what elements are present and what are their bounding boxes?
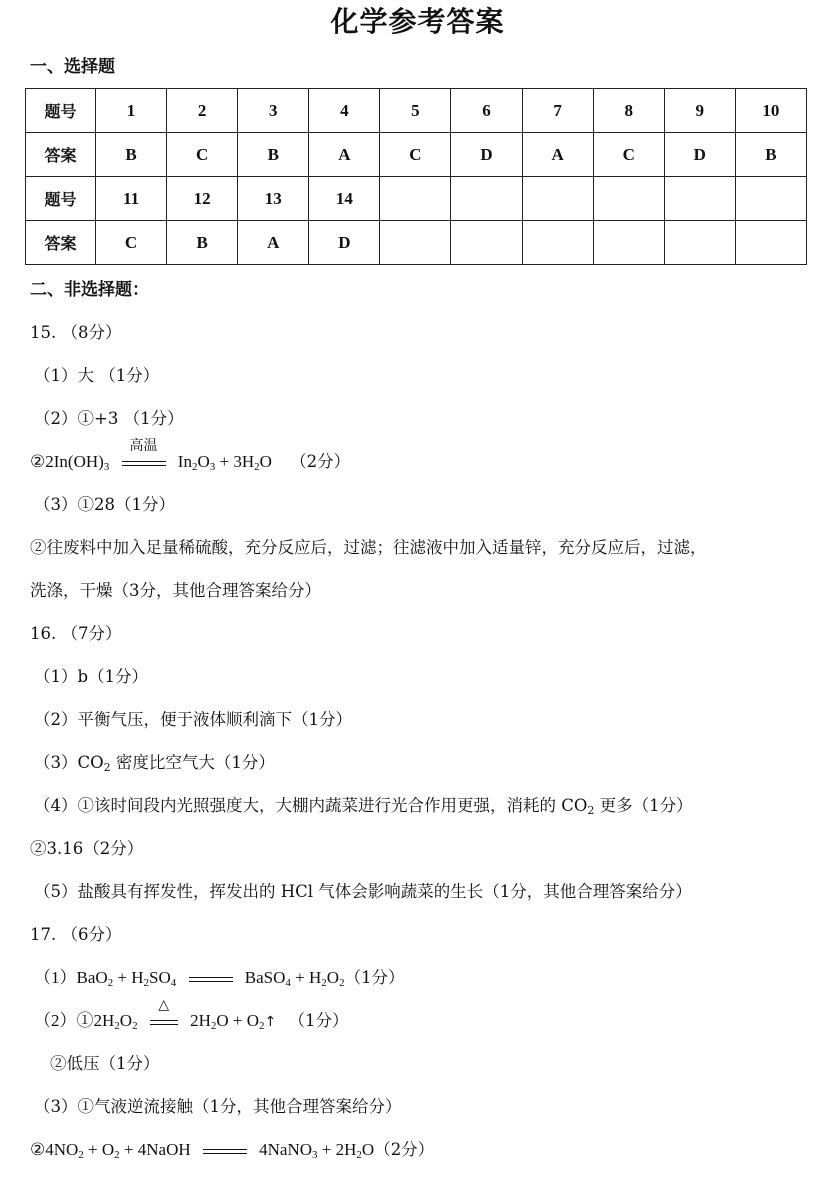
subscript: 2 [114, 1020, 120, 1032]
table-cell-number: 3 [238, 89, 309, 133]
table-cell-number: 12 [167, 177, 238, 221]
table-cell-head-number: 题号 [26, 177, 96, 221]
question-17-answer-2 [30, 999, 805, 1042]
table-cell-answer: D [451, 133, 522, 177]
subscript: 2 [191, 461, 198, 473]
answer-text: （3）CO [34, 753, 104, 772]
table-cell-number [664, 177, 735, 221]
table-cell-answer: A [522, 133, 593, 177]
table-cell-number: 5 [380, 89, 451, 133]
table-cell-answer [735, 221, 806, 265]
equation-right: + H [290, 968, 322, 987]
equation-right: O [361, 1140, 375, 1159]
reaction-equals [189, 972, 233, 986]
subscript: 2 [114, 1149, 120, 1161]
question-17-answer-3: （3）①气液逆流接触（1分，其他合理答案给分） [34, 1097, 402, 1116]
gas-arrow-icon: ↑ [264, 1014, 277, 1030]
table-cell-number: 10 [735, 89, 806, 133]
reaction-condition-label: 高温 [129, 438, 158, 455]
question-15-answer-1: （1）大 （1分） [34, 366, 160, 385]
subscript: 2 [587, 804, 595, 817]
table-cell-number [593, 177, 664, 221]
equation-left: （2）①2H [34, 1011, 115, 1030]
answer-text: 密度比空气大（1分） [110, 753, 275, 772]
table-cell-number [451, 177, 522, 221]
subscript: 2 [254, 461, 260, 473]
page-title: 化学参考答案 [330, 5, 505, 38]
subscript: 2 [339, 977, 345, 989]
reaction-equals [203, 1144, 247, 1158]
table-cell-number: 13 [238, 177, 309, 221]
answer-text: 更多（1分） [594, 796, 693, 815]
table-cell-answer: B [96, 133, 167, 177]
table-row-numbers-2 [26, 177, 807, 221]
equation-right: In [177, 452, 192, 471]
equation-score: （1分） [288, 1011, 349, 1030]
table-cell-answer: C [380, 133, 451, 177]
table-cell-number [735, 177, 806, 221]
reaction-condition-equals [122, 438, 166, 470]
table-cell-number: 7 [522, 89, 593, 133]
table-cell-answer: C [593, 133, 664, 177]
table-cell-answer: B [167, 221, 238, 265]
question-16-header: 16. （7分） [30, 624, 122, 643]
table-cell-head-answer: 答案 [26, 221, 96, 265]
subscript: 2 [356, 1149, 362, 1161]
question-17-answer-1 [30, 956, 805, 999]
question-15-answer-2: （2）①+3 （1分） [34, 409, 184, 428]
table-cell-answer: A [238, 221, 309, 265]
table-row-answers-1 [26, 133, 807, 177]
table-cell-number: 8 [593, 89, 664, 133]
subscript: 3 [103, 461, 110, 473]
equation-right: BaSO [244, 968, 286, 987]
equation-right: O [197, 452, 210, 471]
equation-right: O [259, 452, 272, 471]
equation-right: O + O [216, 1011, 259, 1030]
subscript: 2 [210, 1020, 217, 1032]
reaction-condition-equals [150, 997, 178, 1029]
section-multiple-choice-heading: 一、选择题 [30, 57, 115, 77]
question-16-answer-4b: ②3.16（2分） [30, 839, 144, 858]
table-cell-answer: C [96, 221, 167, 265]
table-cell-head-number: 题号 [26, 89, 96, 133]
subscript: 4 [285, 977, 291, 989]
table-cell-head-answer: 答案 [26, 133, 96, 177]
table-cell-answer: A [309, 133, 380, 177]
table-cell-answer: D [664, 133, 735, 177]
table-cell-answer: B [238, 133, 309, 177]
question-15-answer-3: （3）①28（1分） [34, 495, 175, 514]
question-16-answer-2: （2）平衡气压，便于液体顺利滴下（1分） [34, 710, 352, 729]
table-cell-answer [664, 221, 735, 265]
equation-left: + 4NaOH [119, 1140, 191, 1159]
subscript: 2 [143, 977, 150, 989]
heat-condition-label: △ [158, 997, 170, 1014]
subscript: 2 [103, 761, 111, 774]
subscript: 2 [107, 977, 114, 989]
equation-left: O [119, 1011, 133, 1030]
question-15-equation [30, 440, 805, 483]
equation-left: （1）BaO [34, 968, 108, 987]
subscript: 2 [259, 1020, 265, 1032]
subscript: 4 [170, 977, 177, 989]
equation-right: 4NaNO [259, 1140, 313, 1159]
question-16-answer-1: （1）b（1分） [34, 667, 149, 686]
equation-right: 2H [190, 1011, 211, 1030]
question-17-answer-2b: ②低压（1分） [50, 1054, 160, 1073]
question-16-answer-5: （5）盐酸具有挥发性，挥发出的 HCl 气体会影响蔬菜的生长（1分，其他合理答案给分） [34, 882, 692, 901]
subscript: 2 [132, 1020, 138, 1032]
section-non-choice-heading: 二、非选择题： [30, 280, 149, 300]
question-15-answer-3b-line2: 洗涤，干燥（3分，其他合理答案给分） [30, 581, 321, 600]
table-cell-number: 1 [96, 89, 167, 133]
subscript: 2 [321, 977, 327, 989]
table-cell-number: 2 [167, 89, 238, 133]
equation-left: + O [83, 1140, 115, 1159]
table-cell-answer [522, 221, 593, 265]
table-cell-answer [451, 221, 522, 265]
answer-text: （4）①该时间段内光照强度大，大棚内蔬菜进行光合作用更强，消耗的 CO [34, 796, 588, 815]
equation-left: ②2In(OH) [30, 452, 104, 471]
table-cell-answer [380, 221, 451, 265]
equation-right: + 3H [215, 452, 255, 471]
question-16-answer-3 [30, 741, 805, 784]
answer-table [25, 88, 807, 265]
question-17-header: 17. （6分） [30, 925, 122, 944]
table-cell-number [522, 177, 593, 221]
table-cell-number: 14 [309, 177, 380, 221]
table-cell-number [380, 177, 451, 221]
equation-left: SO [149, 968, 171, 987]
equation-score: （2分） [290, 452, 351, 471]
equation-left: ②4NO [30, 1140, 79, 1159]
equation-score: （2分） [374, 1140, 435, 1159]
table-cell-number: 11 [96, 177, 167, 221]
equation-right: + 2H [317, 1140, 357, 1159]
table-cell-answer: B [735, 133, 806, 177]
question-17-answer-3b [30, 1128, 805, 1171]
subscript: 2 [78, 1149, 84, 1161]
table-cell-answer: D [309, 221, 380, 265]
table-row-answers-2 [26, 221, 807, 265]
table-cell-number: 6 [451, 89, 522, 133]
table-cell-answer [593, 221, 664, 265]
subscript: 3 [312, 1149, 318, 1161]
table-cell-number: 9 [664, 89, 735, 133]
question-15-header: 15. （8分） [30, 323, 122, 342]
equation-right: O [326, 968, 340, 987]
equation-score: （1分） [344, 968, 405, 987]
table-cell-number: 4 [309, 89, 380, 133]
subscript: 3 [209, 461, 216, 473]
table-row-numbers-1 [26, 89, 807, 133]
equation-left: + H [113, 968, 144, 987]
table-cell-answer: C [167, 133, 238, 177]
question-16-answer-4 [30, 784, 805, 827]
question-15-answer-3b-line1: ②往废料中加入足量稀硫酸，充分反应后，过滤；往滤液中加入适量锌，充分反应后，过滤， [30, 538, 707, 557]
